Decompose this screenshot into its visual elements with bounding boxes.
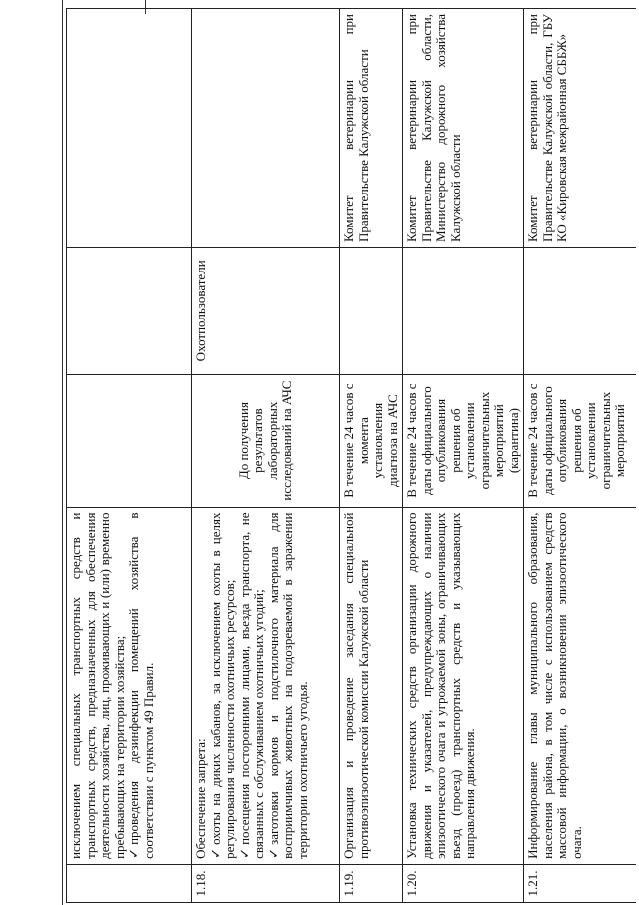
checkmark-icon: ✓ [236, 848, 252, 859]
responsible-cell: Комитет ветеринарии при Правительстве Калужской области, Министерство дорожного хозяйства Калужской области [403, 9, 524, 248]
action-text: ✓охоты на диких кабанов, за исключением охоты в целях регулирования численности охотничьих ресурсов; [207, 512, 237, 859]
row-number: 1.19. [340, 864, 403, 902]
responsible-cell: Комитет ветеринарии при Правительстве Калужской области, ГБУ КО «Кировская межрайонная СББЖ» [524, 9, 637, 248]
executor-cell [524, 247, 637, 374]
row-number: 1.21. [524, 864, 637, 902]
checkmark-icon: ✓ [126, 848, 141, 859]
action-text: Организация и проведение заседания специальной противоэпизоотической комиссии Калужской области [341, 512, 371, 859]
table-row [67, 9, 192, 903]
term-cell: До получения результатов лабораторных исследований на АЧС [192, 374, 340, 507]
left-margin-line [62, 0, 63, 905]
responsible-cell [67, 9, 192, 248]
row-number: 1.18. [192, 864, 340, 902]
term-cell [67, 374, 192, 507]
executor-cell [340, 247, 403, 374]
checkmark-icon: ✓ [207, 848, 223, 859]
table-row [524, 9, 637, 903]
action-cell [67, 507, 192, 864]
rotated-document [66, 3, 636, 903]
action-text: Информирование главы муниципального образования, населения района, в том числе с использованием средств массовой информации, о возникновении эпизоотического очага. [525, 512, 584, 859]
term-cell: В течение 24 часов с момента установления диагноза на АЧС [340, 374, 403, 507]
action-text: ✓проведения дезинфекции помещений хозяйства в соответствии с пунктом 49 Правил. [126, 512, 156, 859]
action-cell [403, 507, 524, 864]
action-cell [340, 507, 403, 864]
term-cell: В течение 24 часов с даты официального опубликования решения об установлении ограничительных мероприятий (карантина) [403, 374, 524, 507]
checkmark-icon: ✓ [265, 848, 281, 859]
table-row [192, 9, 340, 903]
action-cell [524, 507, 637, 864]
measures-table [66, 8, 636, 903]
action-text: Установка технических средств организации дорожного движения и указателей, предупреждающих о наличии эпизоотического очага и угрожаемой зоны, ограничивающих въезд (проезд) транспортных средств и указывающих направления движения. [404, 512, 477, 859]
action-heading: Обеспечение запрета: [193, 738, 208, 859]
scanned-page [66, 3, 636, 903]
action-cell [192, 507, 340, 864]
responsible-cell: Комитет ветеринарии при Правительстве Калужской области [340, 9, 403, 248]
executor-cell [403, 247, 524, 374]
action-text: исключением специальных транспортных средств и транспортных средств, предназначенных для обеспечения деятельности хозяйства, лиц, проживающих и (или) временно пребывающих на территории хозяйства; [68, 512, 127, 859]
term-cell: В течение 24 часов с даты официального опубликования решения об установлении ограничительных мероприятий [524, 374, 637, 507]
table-row [340, 9, 403, 903]
responsible-cell [192, 9, 340, 248]
row-number [67, 864, 192, 902]
action-text: ✓заготовки кормов и подстилочного материала для восприимчивых животных на подозреваемой в заражении территории охотничьего угодья. [265, 512, 310, 859]
executor-cell: Охотпользователи [192, 247, 340, 374]
table-row [403, 9, 524, 903]
row-number: 1.20. [403, 864, 524, 902]
executor-cell [67, 247, 192, 374]
action-text: ✓посещения посторонними лицами, въезда транспорта, не связанных с обслуживанием охотничьих угодий; [236, 512, 266, 859]
